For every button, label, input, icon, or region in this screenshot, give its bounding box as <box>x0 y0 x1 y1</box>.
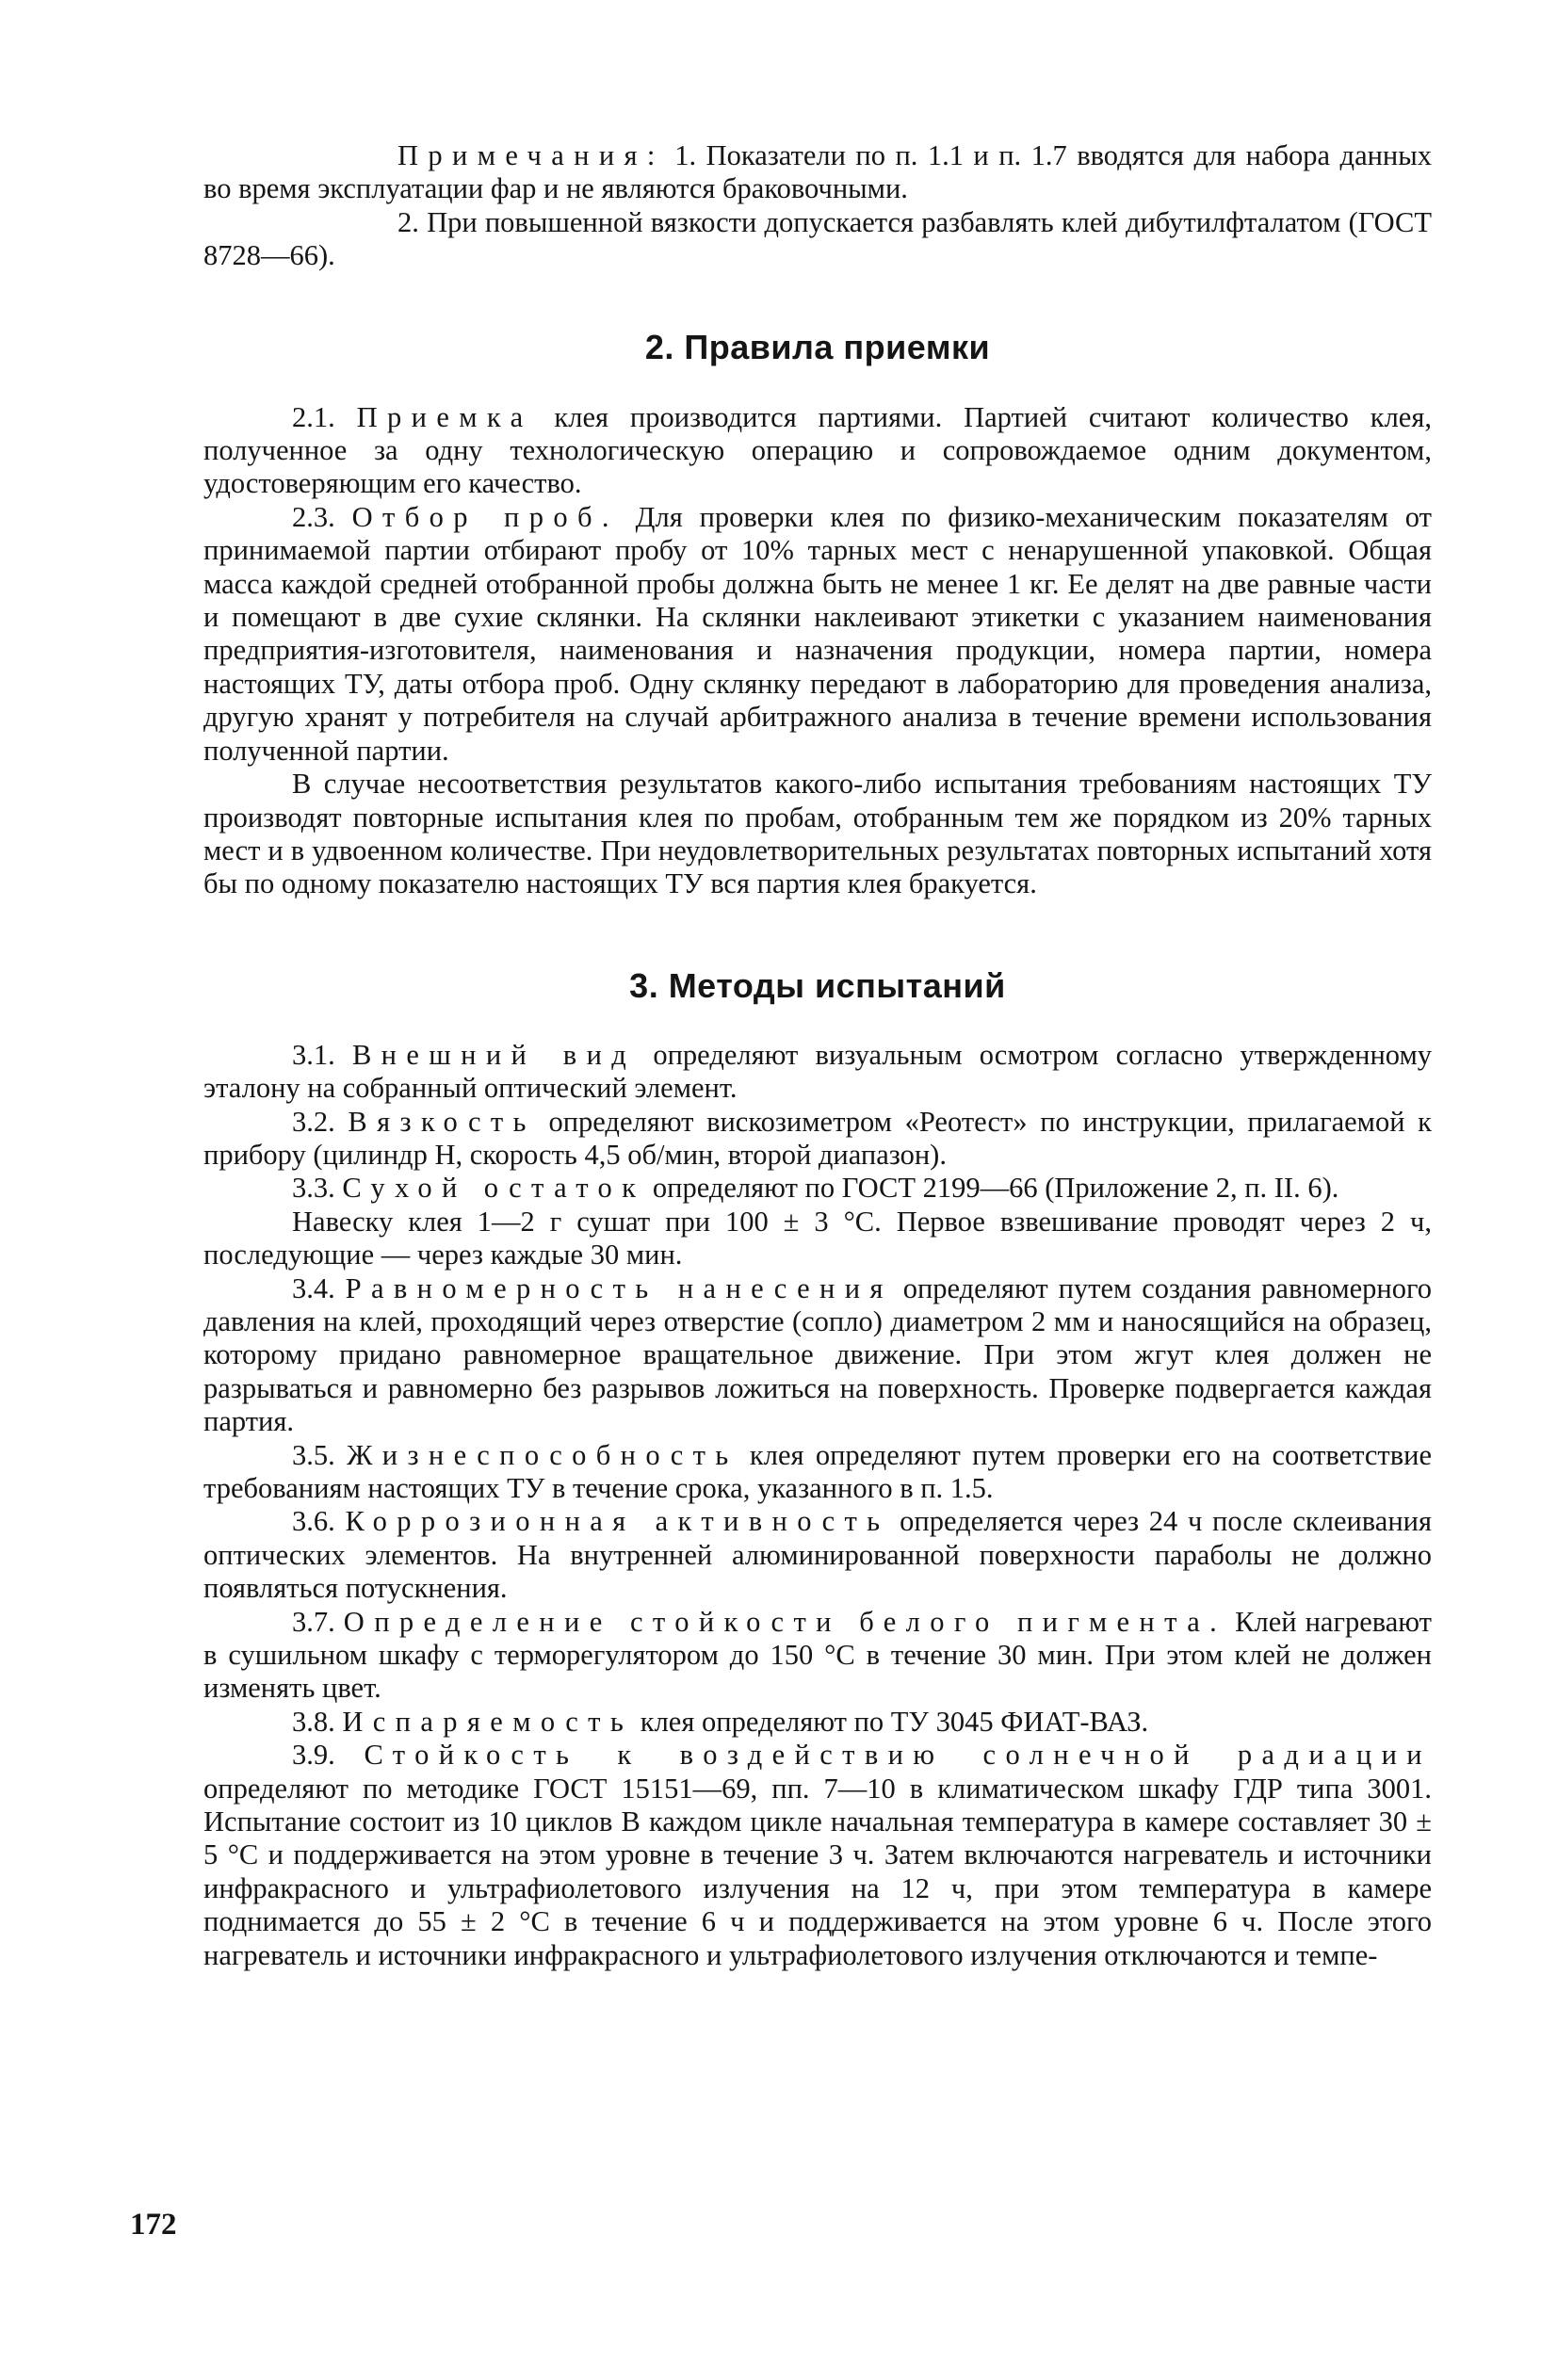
note-lead: Примечания: <box>397 139 665 171</box>
paragraph-3-2 <box>203 1106 1432 1173</box>
paragraph-text: определяют путем создания равномерного давления на клей, проходящий через отверстие (сопло) диаметром 2 мм и наносящийся на образец, которому придано равномерное вращательное движение. При этом жгут клея должен не разрываться и равномерно без разрывов ложиться на поверхность. Проверке подвергается каждая партия. <box>203 1271 1432 1438</box>
paragraph-lead: Равномерность нанесения <box>345 1271 893 1304</box>
paragraph-text: клея определяют по ТУ 3045 ФИАТ-ВАЗ. <box>633 1705 1149 1738</box>
paragraph-text: Клей нагревают в сушильном шкафу с терморегулятором до 150 °С в течение 30 мин. При этом клей не должен изменять цвет. <box>203 1605 1432 1705</box>
paragraph-number: 2.1. <box>292 400 357 433</box>
paragraph-3-3 <box>203 1172 1432 1205</box>
paragraph-lead: Внешний вид <box>351 1038 637 1071</box>
paragraph-3-5 <box>203 1439 1432 1506</box>
paragraph-3-1 <box>203 1039 1432 1106</box>
paragraph-text: клея производится партиями. Партией считают количество клея, полученное за одну технологическую операцию и сопровождаемое одним документом, удостоверяющим его качество. <box>203 400 1433 500</box>
section-2-title: 2. Правила приемки <box>644 327 991 366</box>
paragraph-lead: Приемка <box>356 400 533 433</box>
paragraph-lead: Коррозионная активность <box>345 1505 890 1538</box>
paragraph-3-9 <box>203 1739 1432 1972</box>
paragraph-3-4 <box>203 1272 1432 1439</box>
paragraph-3-8 <box>203 1706 1432 1739</box>
paragraph-lead: Вязкость <box>348 1105 536 1138</box>
document-page <box>203 139 1432 1972</box>
paragraph-number: 3.2. <box>292 1105 349 1138</box>
paragraph-text: определяют по методике ГОСТ 15151—69, пп. 7—10 в климатическом шкафу ГДР типа 3001. Испытание состоит из 10 циклов В каждом цикле начальная температура в камере составляет 30 ± 5 °С и поддерживается на этом уровне в течение 3 ч. Затем включаются нагреватель и источники инфракрасного и ультрафиолетового излучения на 12 ч, при этом температура в камере поднимается до 55 ± 2 °С в течение 6 ч и поддерживается на этом уровне 6 ч. После этого нагреватель и источники инфракрасного и ультрафиолетового излучения отключаются и темпе- <box>203 1772 1432 1971</box>
note-1 <box>203 139 1432 206</box>
paragraph-2-3 <box>203 501 1432 768</box>
paragraph-3-7 <box>203 1606 1432 1706</box>
page-number: 172 <box>130 2208 177 2242</box>
paragraph-text: Для проверки клея по физико-механическим показателям от принимаемой партии отбирают пробу от 10% тарных мест с ненарушенной упаковкой. Общая масса каждой средней отобранной пробы должна быть не менее 1 кг. Ее делят на две равные части и помещают в две сухие склянки. На склянки наклеивают этикетки с указанием наименования предприятия-изготовителя, наименования и назначения продукции, номера партии, номера настоящих ТУ, даты отбора проб. Одну склянку передают в лабораторию для проведения анализа, другую хранят у потребителя на случай арбитражного анализа в течение времени использования полученной партии. <box>203 500 1432 767</box>
paragraph-number: 3.8. <box>292 1705 343 1738</box>
paragraph-lead: Сухой остаток <box>342 1172 646 1205</box>
note-1-text: 1. Показатели по п. 1.1 и п. 1.7 вводятся для набора данных во время эксплуатации фар и не являются браковочными. <box>203 139 1432 205</box>
paragraph-number: 3.5. <box>292 1438 348 1471</box>
paragraph-2-1 <box>203 401 1432 501</box>
paragraph-retest: В случае несоответствия результатов какого-либо испытания требованиям настоящих ТУ производят повторные испытания клея по пробам, отобранным тем же порядком из 20% тарных мест и в удвоенном количестве. При неудовлетворительных результатах повторных испытаний хотя бы по одному показателю настоящих ТУ вся партия клея бракуется. <box>203 768 1432 900</box>
paragraph-lead: Отбор проб. <box>351 500 619 533</box>
paragraph-number: 2.3. <box>292 500 352 533</box>
paragraph-number: 3.3. <box>292 1172 343 1205</box>
paragraph-3-6 <box>203 1505 1432 1605</box>
paragraph-text: определяют по ГОСТ 2199—66 (Приложение 2, п. II. 6). <box>645 1172 1339 1205</box>
paragraph-number: 3.7. <box>292 1605 344 1638</box>
paragraph-number: 3.6. <box>292 1505 346 1538</box>
section-3-title: 3. Методы испытаний <box>629 965 1006 1005</box>
paragraph-number: 3.9. <box>292 1739 365 1772</box>
paragraph-text: клея определяют путем проверки его на соответствие требованиям настоящих ТУ в течение срока, указанного в п. 1.5. <box>203 1438 1432 1504</box>
paragraph-lead: Определение стойкости белого пигмента. <box>343 1605 1227 1638</box>
paragraph-3-3-b: Навеску клея 1—2 г сушат при 100 ± 3 °С. Первое взвешивание проводят через 2 ч, последующие — через каждые 30 мин. <box>203 1205 1432 1271</box>
paragraph-number: 3.1. <box>292 1038 352 1071</box>
paragraph-text: определяют визуальным осмотром согласно утвержденному эталону на собранный оптический элемент. <box>203 1038 1433 1105</box>
paragraph-text: определяется через 24 ч после склеивания оптических элементов. На внутренней алюминированной поверхности параболы не должно появляться потускнения. <box>203 1505 1433 1605</box>
paragraph-number: 3.4. <box>292 1271 346 1304</box>
note-2: 2. При повышенной вязкости допускается разбавлять клей дибутилфталатом (ГОСТ 8728—66). <box>203 205 1432 272</box>
paragraph-lead: Жизнеспособность <box>347 1438 738 1471</box>
paragraph-lead: Испаряемость <box>342 1705 634 1738</box>
paragraph-text: определяют вискозиметром «Реотест» по инструкции, прилагаемой к прибору (цилиндр Н, скорость 4,5 об/мин, второй диапазон). <box>203 1105 1432 1171</box>
paragraph-lead: Стойкость к воздействию солнечной радиации <box>364 1739 1433 1772</box>
